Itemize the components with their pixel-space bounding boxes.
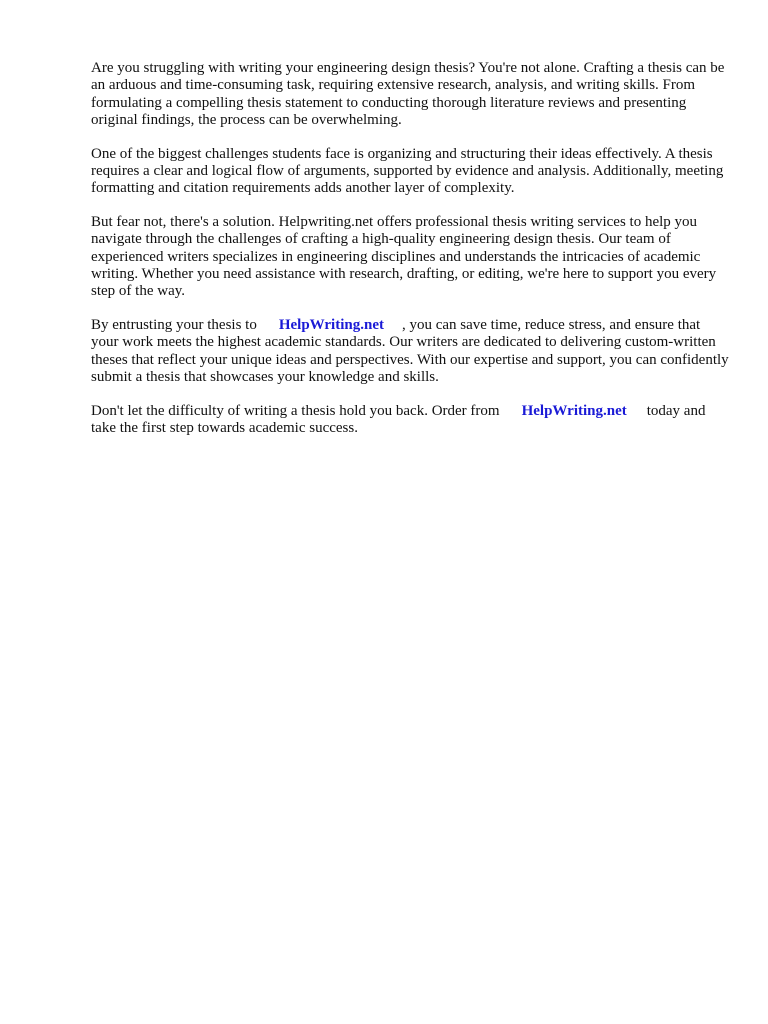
paragraph-cta-rest: today and take the first step towards academic success. [91, 402, 706, 436]
helpwriting-order-link[interactable]: HelpWriting.net [521, 402, 627, 419]
paragraph-entrusting-rest: , you can save time, reduce stress, and ensure that your work meets the highest academic standards. Our writers are dedicated to delivering custom-written theses that reflect your unique ideas and perspectives. With our expertise and support, you can confidently submit a thesis that showcases your knowledge and skills. [91, 316, 729, 386]
document-page [91, 60, 731, 453]
paragraph-cta-lead: Don't let the difficulty of writing a thesis hold you back. Order from [91, 402, 500, 419]
paragraph-solution: But fear not, there's a solution. Helpwriting.net offers professional thesis writing services to help you navigate through the challenges of crafting a high-quality engineering design thesis. Our team of experienced writers specializes in engineering disciplines and understands the intricacies of academic writing. Whether you need assistance with research, drafting, or editing, we're here to support you every step of the way. [91, 213, 717, 300]
helpwriting-link[interactable]: HelpWriting.net [278, 316, 384, 333]
paragraph-entrusting-lead: By entrusting your thesis to [91, 316, 257, 333]
paragraph-intro: Are you struggling with writing your engineering design thesis? You're not alone. Crafting a thesis can be an arduous and time-consuming task, requiring extensive research, analysis, and writing skills. From formulating a compelling thesis statement to conducting thorough literature reviews and presenting original findings, the process can be overwhelming. [91, 60, 725, 129]
paragraph-call-to-action [91, 403, 731, 438]
paragraph-challenges: One of the biggest challenges students face is organizing and structuring their ideas effectively. A thesis requires a clear and logical flow of arguments, supported by evidence and analysis. Additionally, meeting formatting and citation requirements adds another layer of complexity. [91, 145, 724, 197]
paragraph-entrusting [91, 317, 731, 387]
